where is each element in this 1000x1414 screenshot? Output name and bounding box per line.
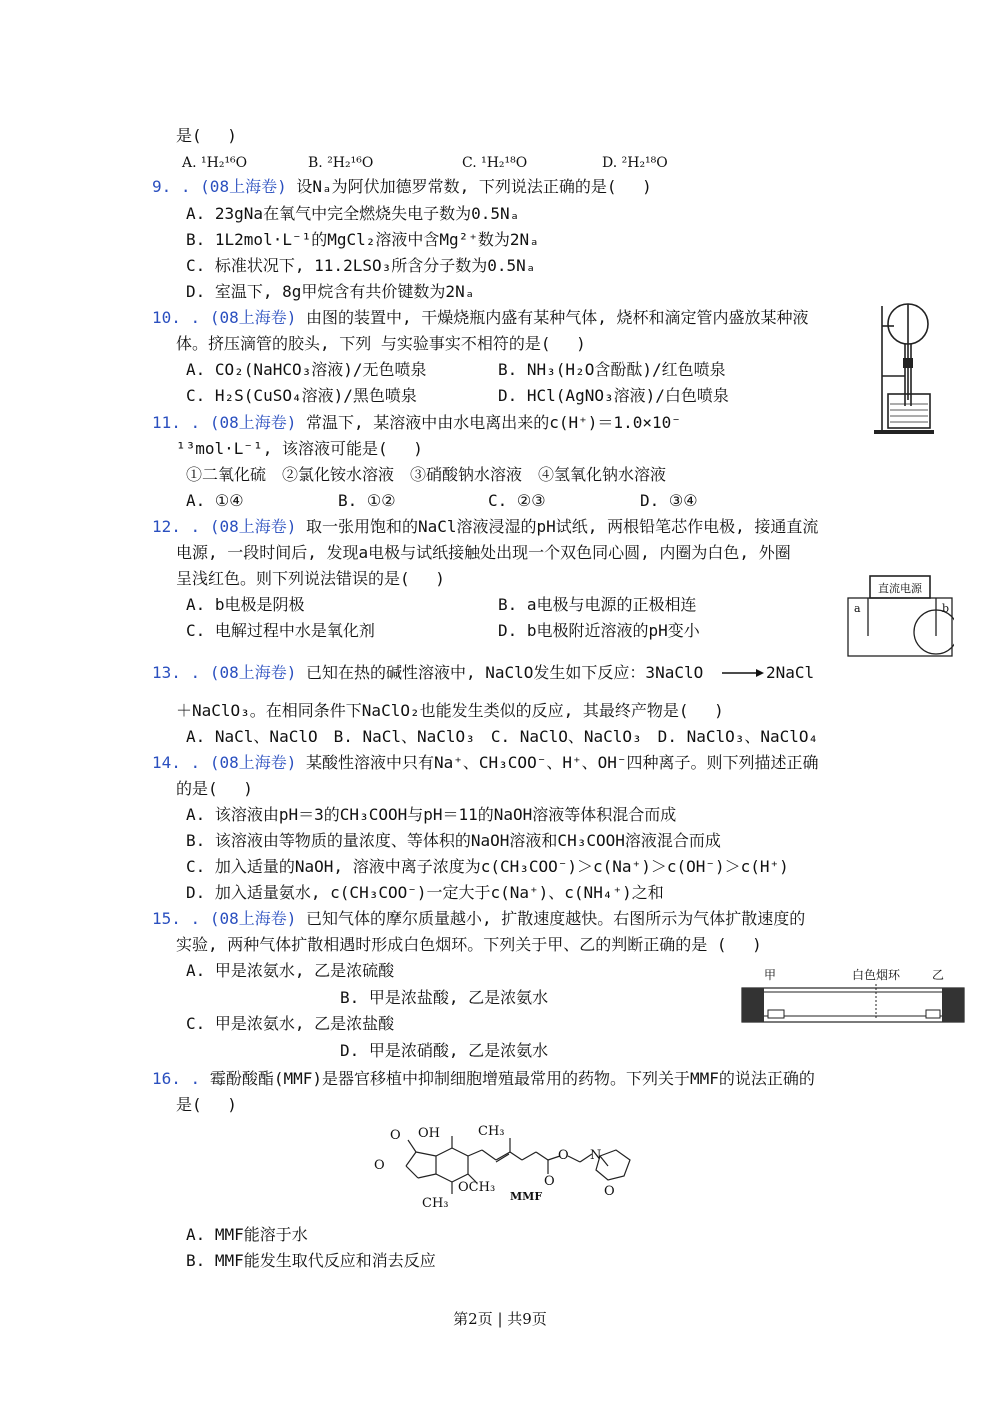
q15-stem-line2: 实验, 两种气体扩散相遇时形成白色烟环。下列关于甲、乙的判断正确的是 ( ) bbox=[176, 935, 762, 954]
q9-stem: 设Nₐ为阿伏加德罗常数, 下列说法正确的是( ) bbox=[296, 177, 652, 196]
q14-source: (08上海卷) bbox=[209, 753, 297, 772]
q11-option-b: B. ①② bbox=[338, 491, 396, 510]
struct-o-carbonyl-label: O bbox=[390, 1128, 401, 1143]
q10-option-a: A. CO₂(NaHCO₃溶液)/无色喷泉 bbox=[186, 360, 427, 379]
q15-stem-line1: 已知气体的摩尔质量越小, 扩散速度越快。右图所示为气体扩散速度的 bbox=[306, 909, 806, 928]
q10-option-c: C. H₂S(CuSO₄溶液)/黑色喷泉 bbox=[186, 386, 417, 405]
q12-heading bbox=[152, 516, 818, 538]
q15-option-c: C. 甲是浓氨水, 乙是浓盐酸 bbox=[186, 1014, 395, 1033]
electrolysis-figure bbox=[846, 574, 954, 658]
q10-option-b: B. NH₃(H₂O含酚酞)/红色喷泉 bbox=[498, 360, 726, 379]
electrode-b-label: b bbox=[942, 602, 950, 615]
q14-heading bbox=[152, 752, 819, 774]
q13-options: A. NaCl、NaClO B. NaCl、NaClO₃ C. NaClO、NaClO₃ D. NaClO₃、NaClO₄ bbox=[186, 727, 819, 746]
reaction-arrow bbox=[720, 666, 766, 680]
q14-stem-line2: 的是( ) bbox=[176, 779, 253, 798]
q8-stem-tail: 是( ) bbox=[176, 126, 237, 145]
q12-source: (08上海卷) bbox=[209, 517, 297, 536]
q13-number: 13. . bbox=[152, 663, 201, 682]
struct-o-ring-label: O bbox=[374, 1158, 385, 1173]
q15-option-a: A. 甲是浓氨水, 乙是浓硫酸 bbox=[186, 961, 395, 980]
q9-number: 9. . bbox=[152, 177, 191, 196]
q10-source: (08上海卷) bbox=[209, 308, 297, 327]
q11-stem-line1: 常温下, 某溶液中由水电离出来的c(H⁺)＝1.0×10⁻ bbox=[306, 413, 681, 432]
power-source-label: 直流电源 bbox=[878, 582, 922, 595]
q10-option-d: D. HCl(AgNO₃溶液)/白色喷泉 bbox=[498, 386, 729, 405]
q12-number: 12. . bbox=[152, 517, 201, 536]
q11-option-d: D. ③④ bbox=[640, 491, 698, 510]
struct-mmf-label: MMF bbox=[510, 1190, 543, 1203]
q16-stem-line2: 是( ) bbox=[176, 1095, 237, 1114]
page-footer: 第2页 | 共9页 bbox=[453, 1310, 547, 1328]
q14-number: 14. . bbox=[152, 753, 201, 772]
q12-option-c: C. 电解过程中水是氧化剂 bbox=[186, 621, 375, 640]
mmf-structure-drawing bbox=[372, 1122, 642, 1214]
q14-option-b: B. 该溶液由等物质的量浓度、等体积的NaOH溶液和CH₃COOH溶液混合而成 bbox=[186, 831, 721, 850]
q15-option-b: B. 甲是浓盐酸, 乙是浓氨水 bbox=[340, 988, 549, 1007]
q13-stem-line2: ＋NaClO₃。在相同条件下NaClO₂也能发生类似的反应, 其最终产物是( ) bbox=[176, 701, 724, 720]
q11-option-c: C. ②③ bbox=[488, 491, 546, 510]
q9-heading bbox=[152, 176, 652, 198]
q13-stem-line1: 已知在热的碱性溶液中, NaClO发生如下反应：3NaClO bbox=[306, 663, 704, 682]
q14-stem-line1: 某酸性溶液中只有Na⁺、CH₃COO⁻、H⁺、OH⁻四种离子。则下列描述正确 bbox=[306, 753, 819, 772]
q13-source: (08上海卷) bbox=[209, 663, 297, 682]
q16-heading bbox=[152, 1068, 815, 1090]
q13-stem-product: 2NaCl bbox=[766, 663, 815, 682]
q15-heading bbox=[152, 908, 805, 930]
q9-option-c: C. 标准状况下, 11.2LSO₃所含分子数为0.5Nₐ bbox=[186, 256, 536, 275]
struct-och3-label: OCH₃ bbox=[458, 1180, 496, 1195]
q10-stem-line2: 体。挤压滴管的胶头, 下列 与实验事实不相符的是( ) bbox=[176, 334, 586, 353]
q16-stem-line1: 霉酚酸酯(MMF)是器官移植中抑制细胞增殖最常用的药物。下列关于MMF的说法正确的 bbox=[209, 1069, 815, 1088]
q11-option-a: A. ①④ bbox=[186, 491, 244, 510]
q8-option-c: C. ¹H₂¹⁸O bbox=[462, 155, 528, 171]
tube-right-label: 乙 bbox=[932, 968, 945, 982]
q15-source: (08上海卷) bbox=[209, 909, 297, 928]
q11-stem-line2: ¹³mol·L⁻¹, 该溶液可能是( ) bbox=[176, 439, 423, 458]
q14-option-c: C. 加入适量的NaOH, 溶液中离子浓度为c(CH₃COO⁻)＞c(Na⁺)＞c(OH⁻)＞c(H⁺) bbox=[186, 857, 789, 876]
struct-ch3-bottom-label: CH₃ bbox=[422, 1196, 449, 1211]
q9-source: (08上海卷) bbox=[200, 177, 287, 196]
smoke-ring-label: 白色烟环 bbox=[852, 968, 901, 982]
q15-option-d: D. 甲是浓硝酸, 乙是浓氨水 bbox=[340, 1041, 549, 1060]
q12-option-b: B. a电极与电源的正极相连 bbox=[498, 595, 697, 614]
q9-option-a: A. 23gNa在氧气中完全燃烧失电子数为0.5Nₐ bbox=[186, 204, 520, 223]
q11-source: (08上海卷) bbox=[209, 413, 297, 432]
q10-stem-line1: 由图的装置中, 干燥烧瓶内盛有某种气体, 烧杯和滴定管内盛放某种液 bbox=[306, 308, 809, 327]
q12-option-d: D. b电极附近溶液的pH变小 bbox=[498, 621, 700, 640]
q13-heading bbox=[152, 662, 703, 684]
struct-oh-label: OH bbox=[418, 1126, 440, 1141]
q14-option-d: D. 加入适量氨水, c(CH₃COO⁻)一定大于c(Na⁺)、c(NH₄⁺)之和 bbox=[186, 883, 664, 902]
electrode-a-label: a bbox=[854, 602, 861, 615]
q9-option-d: D. 室温下, 8g甲烷含有共价键数为2Nₐ bbox=[186, 282, 475, 301]
q10-heading bbox=[152, 307, 809, 329]
q15-number: 15. . bbox=[152, 909, 201, 928]
q16-option-a: A. MMF能溶于水 bbox=[186, 1225, 308, 1244]
q12-option-a: A. b电极是阴极 bbox=[186, 595, 305, 614]
struct-o-morpholine-label: O bbox=[604, 1184, 615, 1199]
q16-option-b: B. MMF能发生取代反应和消去反应 bbox=[186, 1251, 436, 1270]
q14-option-a: A. 该溶液由pH＝3的CH₃COOH与pH＝11的NaOH溶液等体积混合而成 bbox=[186, 805, 677, 824]
q11-items: ①二氧化硫 ②氯化铵水溶液 ③硝酸钠水溶液 ④氢氧化钠水溶液 bbox=[186, 465, 667, 484]
struct-ch3-top-label: CH₃ bbox=[478, 1124, 505, 1139]
q12-stem-line2: 电源, 一段时间后, 发现a电极与试纸接触处出现一个双色同心圆, 内圈为白色, 外圈 bbox=[176, 543, 791, 562]
q16-number: 16. . bbox=[152, 1069, 201, 1088]
tube-left-label: 甲 bbox=[764, 968, 777, 982]
q8-option-b: B. ²H₂¹⁶O bbox=[308, 155, 374, 171]
diffusion-tube-figure bbox=[740, 966, 966, 1024]
q8-option-d: D. ²H₂¹⁸O bbox=[602, 155, 668, 171]
q9-option-b: B. 1L2mol·L⁻¹的MgCl₂溶液中含Mg²⁺数为2Nₐ bbox=[186, 230, 539, 249]
q12-stem-line1: 取一张用饱和的NaCl溶液浸湿的pH试纸, 两根铅笔芯作电极, 接通直流 bbox=[306, 517, 819, 536]
fountain-apparatus-figure bbox=[872, 296, 940, 442]
q10-number: 10. . bbox=[152, 308, 201, 327]
q11-heading bbox=[152, 412, 681, 434]
q8-option-a: A. ¹H₂¹⁶O bbox=[182, 155, 248, 171]
struct-o-ester-carbonyl-label: O bbox=[544, 1174, 555, 1189]
q12-stem-line3: 呈浅红色。则下列说法错误的是( ) bbox=[176, 569, 445, 588]
q11-number: 11. . bbox=[152, 413, 201, 432]
mmf-structure-figure bbox=[372, 1122, 642, 1214]
struct-o-ester-label: O bbox=[558, 1148, 569, 1163]
struct-n-label: N bbox=[590, 1148, 602, 1163]
